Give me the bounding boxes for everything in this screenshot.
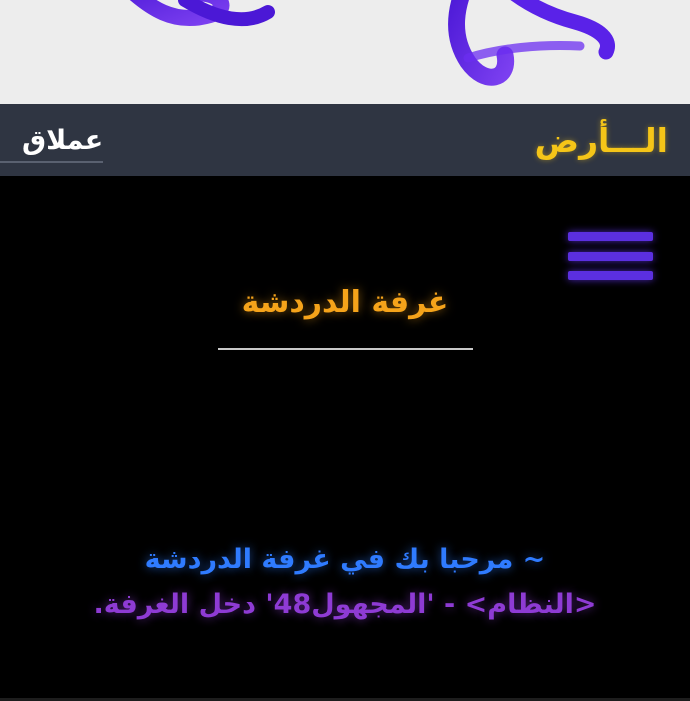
site-title: الـــأرض [534,120,668,160]
chat-message-list [0,540,690,630]
chat-message-welcome: ~ مرحبا بك في غرفة الدردشة [144,544,546,575]
chat-message-system: <النظام> - 'المجهول48' دخل الغرفة. [93,589,597,621]
menu-icon[interactable] [568,232,653,280]
page-title: غرفة الدردشة [241,285,449,320]
title-divider [218,348,473,350]
site-subtitle [22,125,103,156]
menu-bar-1 [568,232,653,241]
banner [0,0,690,104]
header-bar [0,104,690,176]
purple-scribble-graphic [0,0,690,104]
menu-bar-3 [568,271,653,280]
subtitle-underline [0,161,103,163]
site-subtitle-text: عملاق [22,124,104,156]
menu-bar-2 [568,252,653,261]
chat-title-section [0,285,690,350]
